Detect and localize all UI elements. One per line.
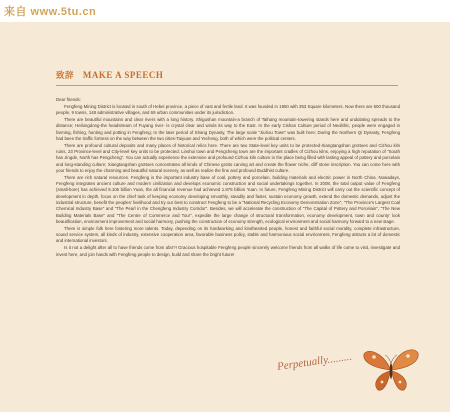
heading-divider (56, 85, 398, 86)
paragraph-2: There are beautiful mountains and clear rivers with a long history. Shigushan mountain-a branch of Taihang mountain-towering stands here and undulating spreads to the distance; Heilongdong-the headstream of Fuyang river- is crystal clear and winds its way to the East. In the early Cishan Culture period of Neolithic, people were engaged in farming, fishing, hunting and potting in Fengfeng; In the later period of Shang Dynasty, The large scale "Jiuhou Town" was built here; During the Northern Qi Dynasty, Fengfeng had been the traffic fortress on the way between the two cities-Taiyuan and Yecheng, both of which were the political centers. (56, 116, 400, 141)
paragraph-4: There are rich natural resources. Fengfeng is the important industry base of coal, pottery and porcelain, building materials and electric power in North China. Nowadays, Fengfeng integrates ancient culture and modern civilization and develops economic construction and social undertakings together. In 2008, the total output value of Fengfeng (small-bore) has achieved 8.106 billion Yuan, the all financial revenue had achieved 1.875 billion Yuan. In future, Fengfeng Mining District will carry out the scientific concept of development in depth, focus on the chief task of keeping economy developing smoothly, steadily and faster, sustain economy growth, extend the domestic demands, adjust the industrial structure, benefit the peoples' livelihood and try our best to construct Fengfeng to be a "National Recycling Economy Demonstration Zone", "The Province's Largest Coal Chemical Industry Base" and "The Pearl in the Chengfeng Industry Corridor". Besides, we will accelerate the construction of "The Capital of Pottery and Porcelain", "The New Building Materials Base" and "The Centre of Commerce and Tour", expedite the large change of structural transformation, economy development, town and county' look beautification, environment improvement and social harmony, pushing the construction of economy strength, ecological environment and social harmony forward to a new stage. (56, 174, 400, 224)
paragraph-6: Is it not a delight after all to have friends come from afar?! Gracious hospitable Fengfeng people sincerely welcome friends from all walks of life come to visit, investigate and invest here, and join hands with Fengfeng people to design, build and share the bright future! (56, 245, 400, 257)
heading-english: MAKE A SPEECH (82, 70, 164, 80)
section-heading (56, 69, 163, 83)
speech-body (56, 97, 400, 258)
paragraph-5: There is simple folk here fostering more talents. Today, depending on its hardworking and kindhearted people, honest and faithful social morality, complete infrastructure, sound service system, all kinds of industry, extensive cooperation area, favorable business policy, stable and harmonious social environment, Fengfeng attracts a lot of domestic and international investors. (56, 225, 400, 244)
butterfly-icon (360, 344, 422, 396)
paragraph-1: Fengfeng Mining District is located in south of Hebei province, a piece of vast and fertile land. It was founded in 1950 with 353 Square kilometers. Now there are 500 thousand people, 9 towns, 148 administrative villages, and 69 urban communities under its jurisdiction. (56, 103, 400, 116)
heading-chinese: 致辞 (56, 70, 75, 80)
greeting: Dear friends: (56, 97, 81, 102)
paragraph-3: There are profound cultural deposits and many places of historical relics here. There are two State-level key units to be protected-Xiangtangshan grottoes and Cizhou kiln ruins, 23 Province-level and City-level key units to be protected. Linshui town and Pengcheng town are the important cradles of Cizhou kilns, enjoying a high reputation of "South has Jingde, North has Pengcheng". You can actually experience the extensive and profound Cizhou kiln culture in the place being filled with lasting appeal of pottery and porcelain and long-standing culture; Xiangtangshan grottoes concentrates all kinds of Chinese grotto carving art and create the flower niche, cliff stone inscription. You can come here with your friends to enjoy the charming and beautiful natural scenery, as well as realize the fine and profound Buddhist culture. (56, 142, 400, 173)
site-watermark: 来自 www.5tu.cn (4, 6, 97, 18)
watermark-bar (0, 0, 450, 22)
perpetually-script: Perpetually......... (276, 350, 353, 373)
